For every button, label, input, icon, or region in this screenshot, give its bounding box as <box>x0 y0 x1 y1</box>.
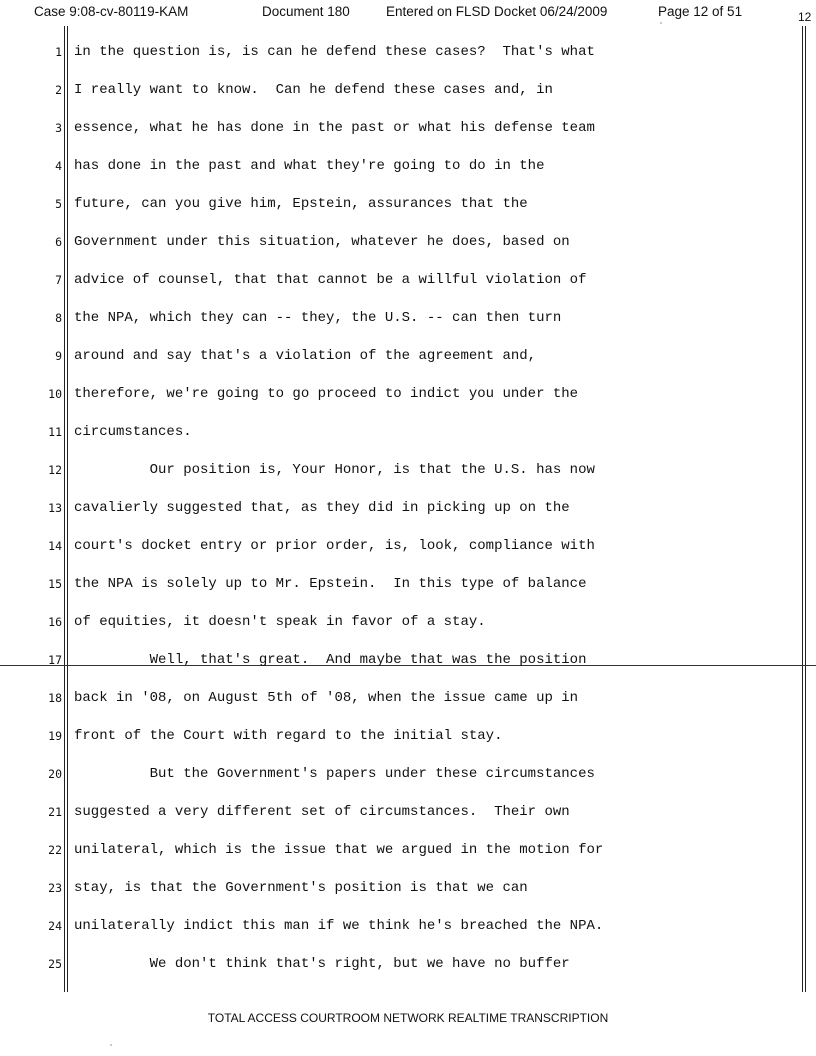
transcript-line <box>0 422 800 442</box>
transcript-line <box>0 232 800 252</box>
line-number: 16 <box>48 615 62 629</box>
line-number: 19 <box>48 729 62 743</box>
docket-header <box>34 4 816 24</box>
transcript-line <box>0 650 800 670</box>
line-text: in the question is, is can he defend these cases? That's what <box>74 44 595 60</box>
transcript-line <box>0 764 800 784</box>
transcript-line <box>0 498 800 518</box>
transcript-line <box>0 802 800 822</box>
transcript-line <box>0 916 800 936</box>
transcript-line <box>0 574 800 594</box>
transcript-line <box>0 118 800 138</box>
line-text: advice of counsel, that that cannot be a willful violation of <box>74 272 587 288</box>
right-margin-rule-inner <box>805 26 806 992</box>
line-text: suggested a very different set of circumstances. Their own <box>74 804 570 820</box>
transcript-line <box>0 42 800 62</box>
line-number: 20 <box>48 767 62 781</box>
transcript-line <box>0 270 800 290</box>
line-number: 21 <box>48 805 62 819</box>
transcript-line <box>0 384 800 404</box>
line-text: court's docket entry or prior order, is, look, compliance with <box>74 538 595 554</box>
line-number: 15 <box>48 577 62 591</box>
line-number: 17 <box>48 653 62 667</box>
document-number: Document 180 <box>262 4 350 19</box>
line-number: 11 <box>48 425 62 439</box>
transcript-line <box>0 840 800 860</box>
page-of: Page 12 of 51 <box>658 4 743 19</box>
line-number: 2 <box>55 83 62 97</box>
transcript-line <box>0 460 800 480</box>
transcript-line <box>0 536 800 556</box>
line-text: unilaterally indict this man if we think he's breached the NPA. <box>74 918 604 934</box>
line-text: Our position is, Your Honor, is that the U.S. has now <box>74 462 595 478</box>
line-text: We don't think that's right, but we have no buffer <box>74 956 570 972</box>
line-text: of equities, it doesn't speak in favor of a stay. <box>74 614 486 630</box>
line-text: therefore, we're going to go proceed to indict you under the <box>74 386 579 402</box>
line-text: unilateral, which is the issue that we argued in the motion for <box>74 842 604 858</box>
line-number: 18 <box>48 691 62 705</box>
transcription-footer: TOTAL ACCESS COURTROOM NETWORK REALTIME TRANSCRIPTION <box>207 1011 609 1025</box>
line-number: 25 <box>48 957 62 971</box>
line-text: Well, that's great. And maybe that was the position <box>74 652 587 668</box>
line-text: But the Government's papers under these circumstances <box>74 766 595 782</box>
line-text: has done in the past and what they're going to do in the <box>74 158 545 174</box>
line-number: 9 <box>55 349 62 363</box>
transcript-line <box>0 194 800 214</box>
transcript-line <box>0 346 800 366</box>
page-number: 12 <box>798 10 812 24</box>
line-number: 23 <box>48 881 62 895</box>
line-number: 7 <box>55 273 62 287</box>
line-text: the NPA is solely up to Mr. Epstein. In this type of balance <box>74 576 587 592</box>
transcript-line <box>0 80 800 100</box>
line-text: Government under this situation, whatever he does, based on <box>74 234 570 250</box>
line-text: front of the Court with regard to the initial stay. <box>74 728 503 744</box>
transcript-line <box>0 156 800 176</box>
line-number: 13 <box>48 501 62 515</box>
scan-speck <box>660 22 662 24</box>
transcript-line <box>0 878 800 898</box>
line-number: 8 <box>55 311 62 325</box>
line-text: around and say that's a violation of the agreement and, <box>74 348 537 364</box>
line-number: 1 <box>55 45 62 59</box>
line-number: 3 <box>55 121 62 135</box>
transcript-line <box>0 308 800 328</box>
transcript-line <box>0 612 800 632</box>
line-number: 10 <box>48 387 62 401</box>
transcript-line <box>0 688 800 708</box>
entered-date: Entered on FLSD Docket 06/24/2009 <box>386 4 608 19</box>
line-text: circumstances. <box>74 424 192 440</box>
transcript-line <box>0 726 800 746</box>
line-text: stay, is that the Government's position is that we can <box>74 880 528 896</box>
transcript-line <box>0 954 800 974</box>
case-number: Case 9:08-cv-80119-KAM <box>34 4 189 19</box>
line-number: 12 <box>48 463 62 477</box>
line-number: 4 <box>55 159 62 173</box>
scan-speck <box>110 1044 112 1046</box>
line-text: essence, what he has done in the past or what his defense team <box>74 120 595 136</box>
line-text: I really want to know. Can he defend these cases and, in <box>74 82 553 98</box>
line-text: future, can you give him, Epstein, assurances that the <box>74 196 528 212</box>
line-number: 6 <box>55 235 62 249</box>
line-number: 14 <box>48 539 62 553</box>
line-number: 5 <box>55 197 62 211</box>
line-text: back in '08, on August 5th of '08, when the issue came up in <box>74 690 579 706</box>
line-text: cavalierly suggested that, as they did in picking up on the <box>74 500 570 516</box>
line-number: 22 <box>48 843 62 857</box>
right-margin-rule <box>802 26 803 992</box>
line-text: the NPA, which they can -- they, the U.S. -- can then turn <box>74 310 562 326</box>
line-number: 24 <box>48 919 62 933</box>
